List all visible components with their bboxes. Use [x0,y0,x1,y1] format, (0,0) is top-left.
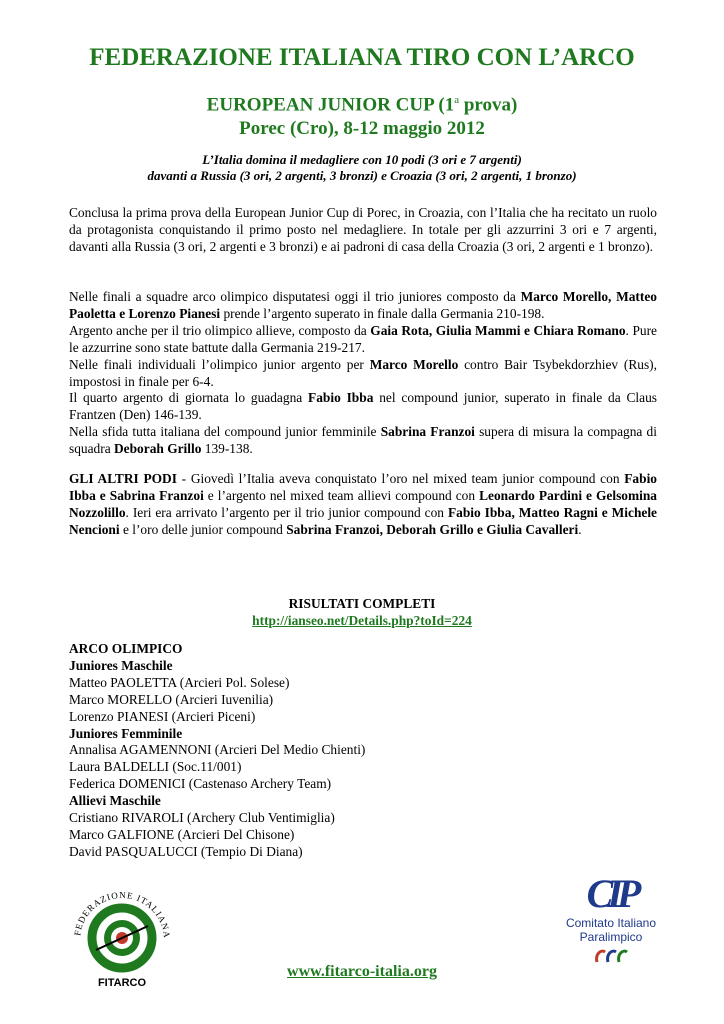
list-item: Cristiano RIVAROLI (Archery Club Ventimiglia) [69,810,335,826]
athlete-names: Deborah Grillo [114,441,202,457]
subtitle-event-name: EUROPEAN JUNIOR CUP (1 [206,94,455,116]
text-run: Nelle finali a squadre arco olimpico disputatesi oggi il trio juniores composto da [69,289,521,304]
text-run: contro Bair Tsybekdorzhiev (Rus), impostosi in finale per 6-4. [69,356,657,389]
athlete-names: Sabrina Franzoi, Deborah Grillo e Giulia Cavalleri [286,521,579,537]
text-run: 139-138. [201,441,253,457]
event-subtitle [0,88,724,141]
list-item: Marco GALFIONE (Arcieri Del Chisone) [69,826,295,842]
list-item: Marco MORELLO (Arcieri Iuvenilia) [69,691,274,707]
text-run: e l’oro delle junior compound [119,521,287,537]
website-link[interactable]: www.fitarco-italia.org [287,963,437,980]
subtitle-location-date: Porec (Cro), 8-12 maggio 2012 [239,118,485,140]
section-label: GLI ALTRI PODI [69,471,177,486]
paragraph-finals-team-men [69,289,657,323]
paragraph-other-podiums [69,471,657,539]
text-run: Argento anche per il trio olimpico allieve, composto da [69,322,371,338]
paragraph-finals-individual [69,357,657,391]
athlete-names: Sabrina Franzoi [380,424,475,440]
results-list [69,641,365,861]
paragraph-other-podiums-text [69,471,657,539]
paragraph-finals-compound [69,390,657,424]
list-item: David PASQUALUCCI (Tempio Di Diana) [69,843,303,859]
results-section [0,595,724,629]
athlete-names: Fabio Ibba, Matteo Ragni e Michele Nencioni [69,504,658,537]
results-heading: RISULTATI COMPLETI [288,596,436,611]
cip-logo [546,872,676,982]
subtitle-ordinal: a [454,94,460,106]
page-title: FEDERAZIONE ITALIANA TIRO CON L’ARCO [89,44,635,71]
cip-name-line-2: Paralimpico [579,930,643,944]
paragraph-finals [69,289,657,458]
cip-name-line-1: Comitato Italiano [565,916,657,930]
paragraph-finals-team-women [69,323,657,357]
text-run: supera di misura la compagna di squadra [69,424,657,457]
paragraph-intro [69,205,657,256]
athlete-names: Leonardo Pardini e Gelsomina Nozzolillo [69,487,657,520]
text-run: Nelle finali individuali l’olimpico junior argento per [69,356,370,372]
text-run: Nella sfida tutta italiana del compound junior femminile [69,424,381,440]
list-item: Laura BALDELLI (Soc.11/001) [69,759,242,775]
lead-summary [0,152,724,184]
athlete-names: Fabio Ibba e Sabrina Franzoi [69,471,657,503]
list-item: Matteo PAOLETTA (Arcieri Pol. Solese) [69,674,290,690]
text-run: - Giovedì l’Italia aveva conquistato l’oro nel mixed team junior compound con [176,471,625,486]
subtitle-event-stage: prova) [459,94,518,116]
paragraph-intro-text: Conclusa la prima prova della European Junior Cup di Porec, in Croazia, con l’Italia che ha recitato un ruolo da protagonista conquistando il primo posto nel medagliere. In totale per gli azzurrini 3 ori e 7 argenti, davanti alla Russia (3 ori, 2 argenti e 3 bronzi) e ai padroni di casa della Croazia (3 ori, 2 argenti e 1 bronzo). [69,205,657,254]
list-group-label: Allievi Maschile [69,793,161,809]
cip-mark: CIP [586,871,636,916]
text-run: . Pure le azzurrine sono state battute dalla Germania 219-217. [69,322,657,355]
list-item: Lorenzo PIANESI (Arcieri Piceni) [69,708,256,724]
athlete-names: Fabio Ibba [308,390,374,406]
results-link[interactable]: http://ianseo.net/Details.php?toId=224 [252,613,472,628]
list-group-label: Juniores Femminile [69,725,183,741]
svg-text:FEDERAZIONE ITALIANA TIRO CON: FEDERAZIONE ITALIANA [72,889,173,939]
athlete-names: Marco Morello, Matteo Paoletta e Lorenzo Pianesi [69,289,657,321]
svg-text:FITARCO: FITARCO [97,977,147,989]
athlete-names: Gaia Rota, Giulia Mammi e Chiara Romano [370,322,626,338]
lead-line-2: davanti a Russia (3 ori, 2 argenti, 3 bronzi) e Croazia (3 ori, 2 argenti, 1 bronzo) [147,168,577,183]
list-item: Federica DOMENICI (Castenaso Archery Team) [69,776,332,792]
text-run: Il quarto argento di giornata lo guadagna [69,390,309,406]
list-group-label: Juniores Maschile [69,657,173,673]
text-run: prende l’argento superato in finale dalla Germania 210-198. [220,305,545,321]
text-run: . Ieri era arrivato l’argento per il trio junior compound con [125,504,448,520]
list-section-title: ARCO OLIMPICO [69,641,183,656]
text-run: nel compound junior, superato in finale da Claus Frantzen (Den) 146-139. [69,390,658,423]
list-item: Annalisa AGAMENNONI (Arcieri Del Medio Chienti) [69,742,366,758]
text-run: e l’argento nel mixed team allievi compound con [203,487,480,503]
text-run: . [578,521,582,537]
athlete-names: Marco Morello [369,356,459,372]
paragraph-finals-compound-women [69,424,657,458]
lead-line-1: L’Italia domina il medagliere con 10 podi (3 ori e 7 argenti) [202,152,522,167]
paralympic-agitos-icon [591,946,631,968]
